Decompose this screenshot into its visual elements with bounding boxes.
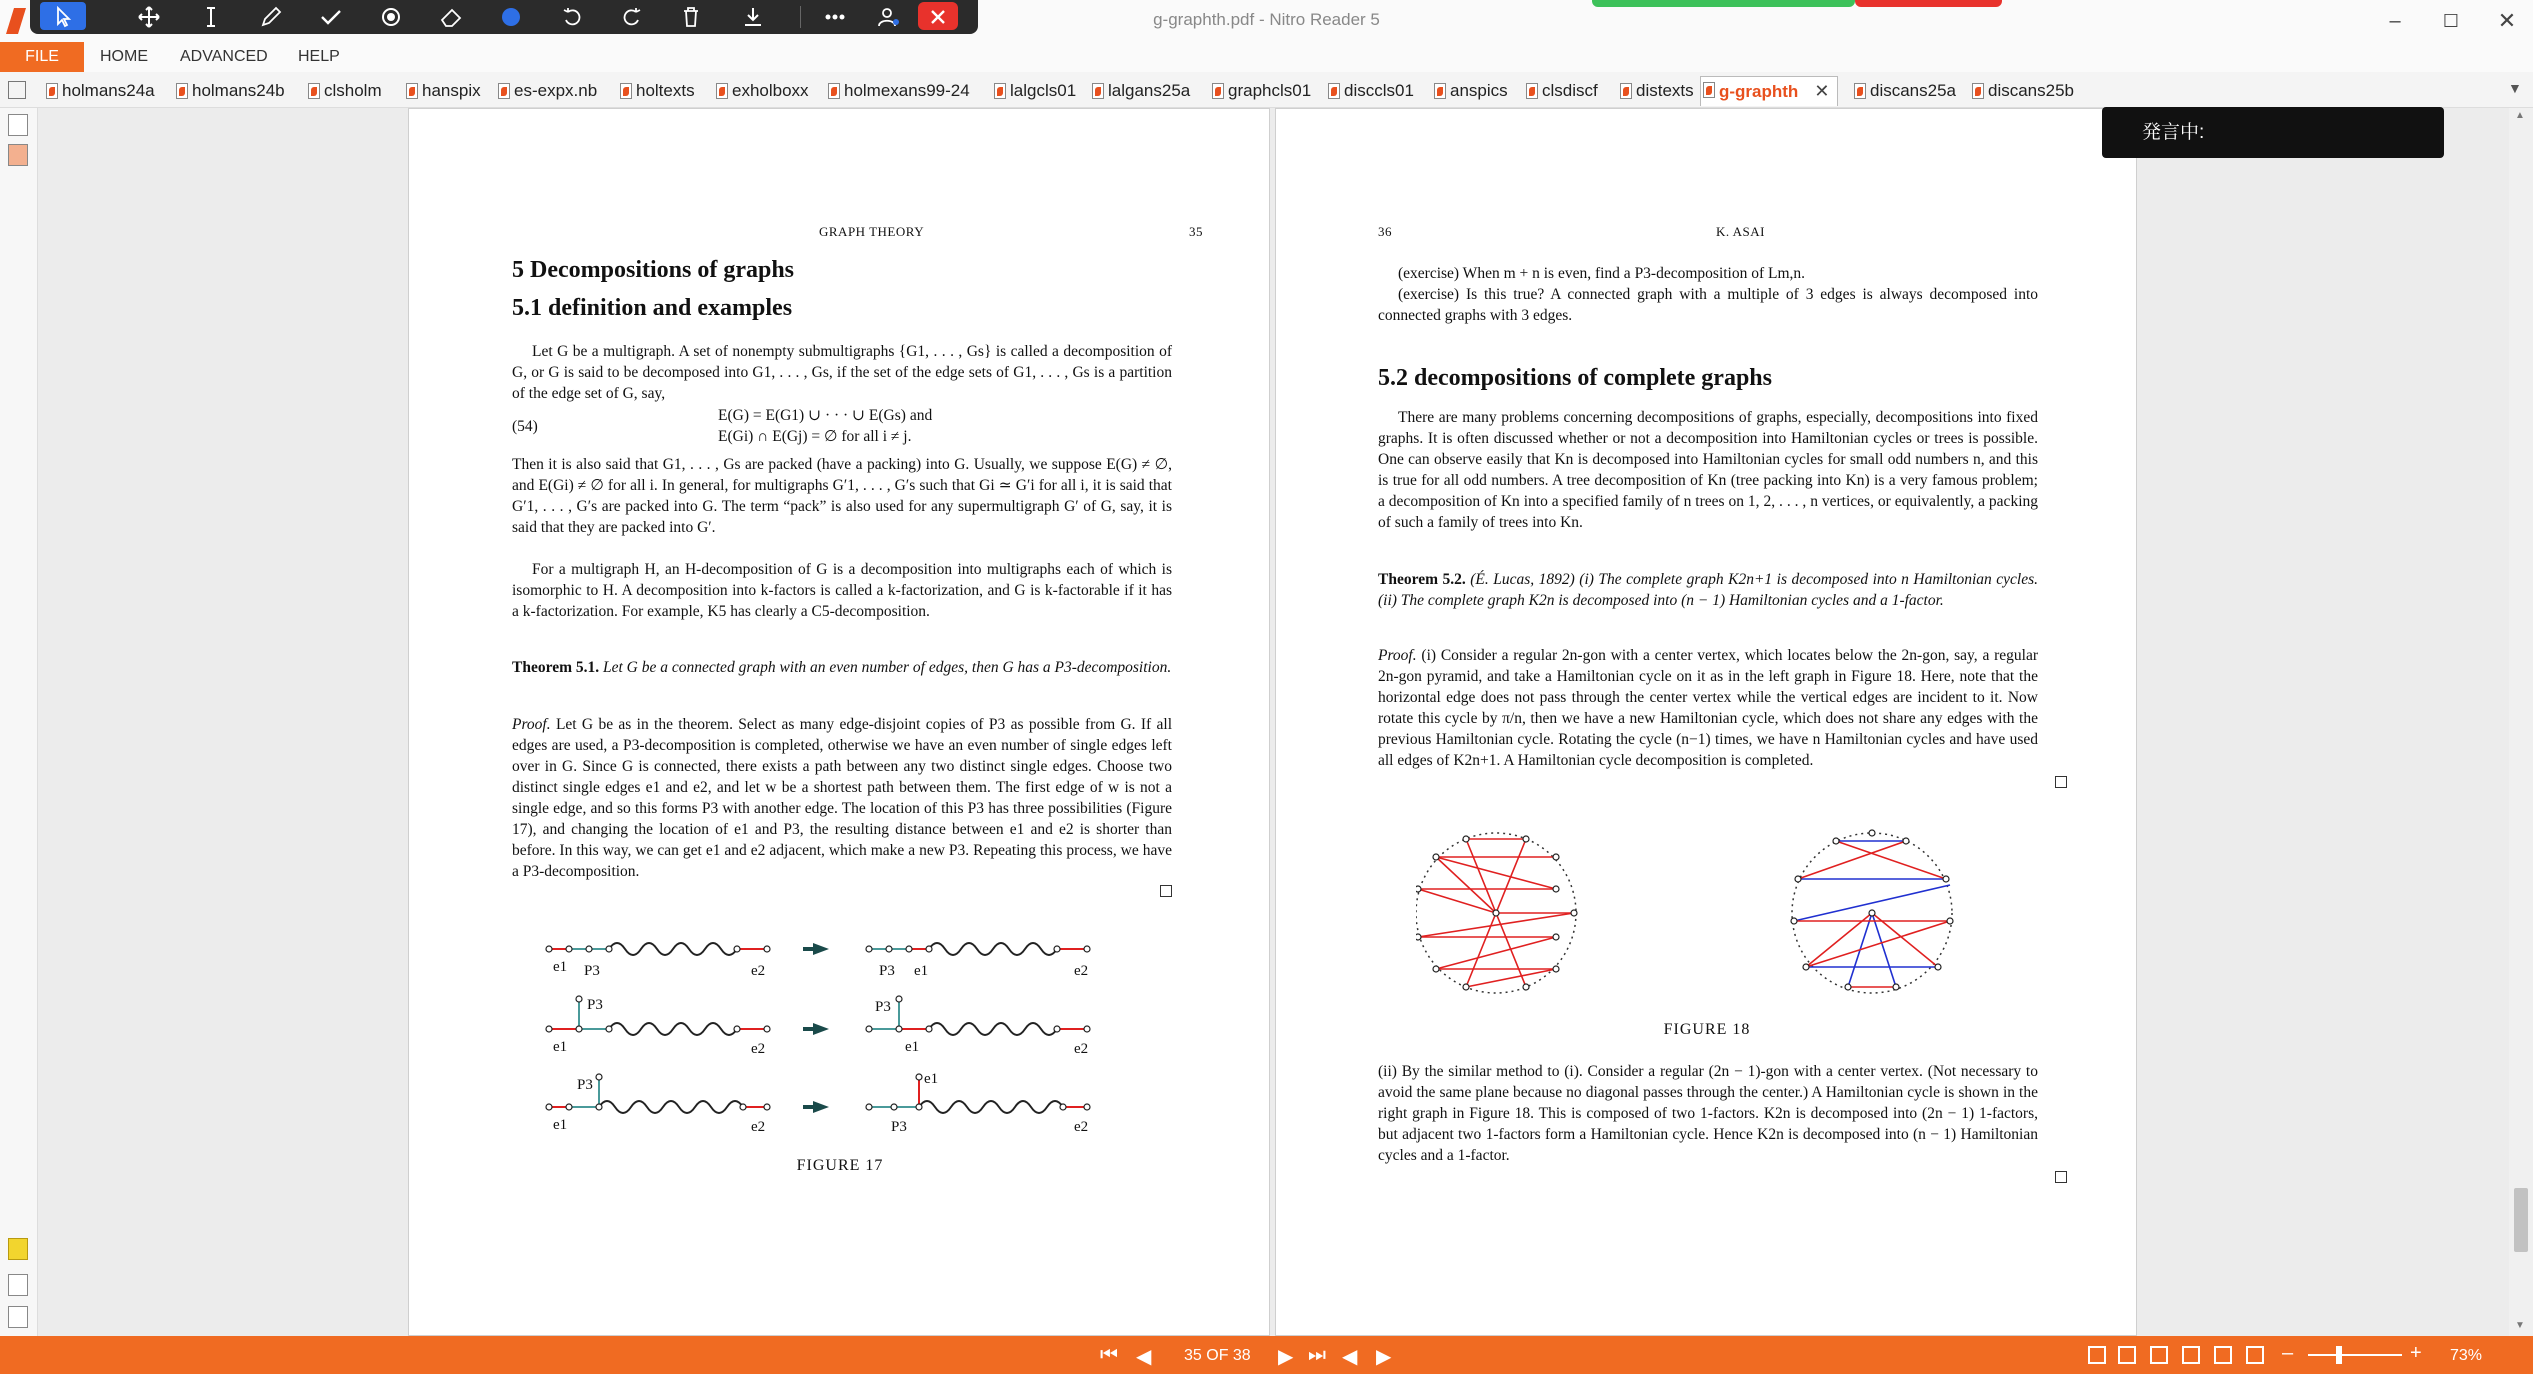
menu-file[interactable]: FILE: [0, 42, 84, 72]
exercise: (exercise) Is this true? A connected graph with a multiple of 3 edges is always decomposed into connected graphs with 3 edges.: [1378, 286, 2038, 324]
doc-tab-label: graphcls01: [1228, 81, 1312, 100]
paragraph: For a multigraph H, an H-decomposition of G is a decomposition into multigraphs each of which is isomorphic to H. A decomposition into k-factors is called a k-factorization, and G is k-factorable if it has a k-factorization. For example, K5 has clearly a C5-decomposition.: [512, 561, 1172, 620]
equation-line: E(Gi) ∩ E(Gj) = ∅ for all i ≠ j.: [718, 428, 912, 445]
doc-tab-label: es-expx.nb: [514, 81, 598, 100]
doc-tab[interactable]: [1618, 78, 1694, 104]
subsection-heading: 5.1 definition and examples: [512, 295, 793, 321]
pen-icon[interactable]: [248, 2, 294, 30]
doc-tab-label: clsdiscf: [1542, 81, 1598, 100]
page-number-input[interactable]: 35 OF 38: [1184, 1347, 1251, 1364]
pdf-file-icon: [994, 83, 1006, 99]
page-number: 36: [1378, 224, 1392, 239]
qed-box: [2055, 1171, 2067, 1183]
theorem: [512, 657, 1172, 678]
comments-icon[interactable]: [8, 1238, 28, 1260]
doc-tab-label: lalgcls01: [1010, 81, 1077, 100]
window-title: g-graphth.pdf - Nitro Reader 5: [1153, 10, 1380, 29]
edge-label-e1: e1: [553, 1039, 568, 1055]
doc-tab-label: discans25b: [1988, 81, 2075, 100]
qed-box: [1160, 885, 1172, 897]
scrollbar-thumb[interactable]: [2514, 1188, 2528, 1252]
doc-tab-active[interactable]: [1700, 76, 1838, 106]
pdf-file-icon: [1854, 83, 1866, 99]
select-tool-icon[interactable]: [40, 2, 86, 30]
pdf-file-icon: [308, 83, 320, 99]
maximize-button[interactable]: ☐: [2442, 11, 2460, 31]
pdf-file-icon: [1434, 83, 1446, 99]
doc-tab-label: clsholm: [324, 81, 382, 100]
page-header-title: GRAPH THEORY: [819, 224, 925, 239]
qed-box: [2055, 776, 2067, 788]
label-p3: P3: [584, 963, 600, 979]
page-number: 35: [1189, 224, 1203, 239]
label-p3: P3: [879, 963, 895, 979]
pdf-file-icon: [406, 83, 418, 99]
single-page-view-icon[interactable]: [2088, 1346, 2106, 1364]
fit-page-icon[interactable]: [2246, 1346, 2264, 1364]
menu-home[interactable]: HOME: [100, 48, 148, 65]
proof-text: Let G be as in the theorem. Select as many edge-disjoint copies of P3 as possible from G. If all edges are used, a P3-decomposition is completed, otherwise we have an even number of single edges left over in G. Since G is connected, there exists a path between any two distinct single edges. Choose two distinct single edges e1 and e2, and let w be a shortest path between them. The first edge of w is not a single edge, and so this forms P3 with another edge. The location of this P3 has three possibilities (Figure 17), and changing the location of e1 and P3, the resulting distance between e1 and e2 is shorter than before. In this way, we can get e1 and e2 adjacent, which make a new P3. Repeating this process, we have a P3-decomposition.: [512, 716, 1173, 880]
zoom-in-icon[interactable]: +: [2410, 1342, 2422, 1364]
menu-help[interactable]: HELP: [298, 48, 340, 65]
tab-overflow-icon[interactable]: ▼: [2508, 80, 2522, 96]
doc-tab[interactable]: [714, 78, 809, 104]
figure-caption: FIGURE 18: [1663, 1021, 1751, 1038]
doc-tab[interactable]: [1970, 78, 2074, 104]
facing-continuous-view-icon[interactable]: [2182, 1346, 2200, 1364]
theorem-text: (É. Lucas, 1892) (i) The complete graph K2n+1 is decomposed into n Hamiltonian cycles. (ii) The complete graph K2n is decomposed into (n − 1) Hamiltonian cycles and a 1-factor.: [1378, 571, 2039, 609]
doc-tab[interactable]: [306, 78, 382, 104]
doc-tab-label: hanspix: [422, 81, 481, 100]
pdf-file-icon: [1620, 83, 1632, 99]
facing-view-icon[interactable]: [2150, 1346, 2168, 1364]
doc-tab[interactable]: [44, 78, 155, 104]
pdf-file-icon: [1328, 83, 1340, 99]
last-page-icon[interactable]: ⏭: [1308, 1344, 1326, 1366]
zoom-slider[interactable]: [2308, 1354, 2402, 1356]
document-viewer[interactable]: [39, 108, 2509, 1336]
first-page-icon[interactable]: ⏮: [1100, 1344, 1118, 1366]
doc-tab-label: anspics: [1450, 81, 1508, 100]
edge-label-e1: e1: [553, 1117, 568, 1133]
pdf-file-icon: [498, 83, 510, 99]
next-view-icon[interactable]: ▶: [1376, 1346, 1392, 1368]
text-cursor-icon[interactable]: [188, 2, 234, 30]
left-navigation-panel: [0, 108, 38, 1336]
stamp-icon[interactable]: [368, 2, 414, 30]
attachments-icon[interactable]: [8, 1274, 28, 1296]
edge-label-e1: e1: [924, 1071, 939, 1087]
doc-tab[interactable]: [404, 78, 481, 104]
doc-tab-label: exholboxx: [732, 81, 809, 100]
proof: [512, 714, 1172, 882]
download-icon[interactable]: [730, 2, 776, 30]
menu-advanced[interactable]: ADVANCED: [180, 48, 268, 65]
speech-status-popup: 発言中:: [2102, 107, 2444, 158]
tab-list-icon[interactable]: [8, 81, 26, 99]
pages-icon[interactable]: [8, 1306, 28, 1328]
more-icon[interactable]: [812, 2, 858, 30]
edge-label-e1: e1: [553, 959, 568, 975]
doc-tab[interactable]: [1432, 78, 1508, 104]
pdf-file-icon: [828, 83, 840, 99]
trash-icon[interactable]: [668, 2, 714, 30]
proof-label: Proof.: [512, 716, 551, 733]
doc-tab[interactable]: [1090, 78, 1190, 104]
progress-bar-red: [1855, 0, 2002, 7]
figure-17: [539, 919, 1159, 1259]
continuous-view-icon[interactable]: [2118, 1346, 2136, 1364]
edge-label-e2: e2: [1074, 1041, 1089, 1057]
equation-line: E(G) = E(G1) ∪ · · · ∪ E(Gs) and: [718, 407, 933, 424]
check-icon[interactable]: [308, 2, 354, 30]
page-thumbnails-icon[interactable]: [8, 114, 28, 136]
edge-label-e2: e2: [1074, 1119, 1089, 1135]
theorem-label: Theorem 5.2.: [1378, 571, 1466, 588]
doc-tab-label: holmexans99-24: [844, 81, 970, 100]
edge-label-e1: e1: [905, 1039, 920, 1055]
tab-close-icon[interactable]: ✕: [1814, 81, 1830, 101]
edge-label-e2: e2: [751, 963, 766, 979]
edge-label-e2: e2: [751, 1041, 766, 1057]
close-window-button[interactable]: ✕: [2497, 8, 2517, 33]
pdf-file-icon: [1212, 83, 1224, 99]
label-p3: P3: [891, 1119, 907, 1135]
doc-tab-label: holtexts: [636, 81, 695, 100]
pdf-page-36: [1275, 108, 2137, 1336]
proof-label: Proof.: [1378, 647, 1417, 664]
status-bar: [0, 1336, 2533, 1374]
pdf-file-icon: [1092, 83, 1104, 99]
pdf-file-icon: [1972, 83, 1984, 99]
pdf-file-icon: [176, 83, 188, 99]
doc-tab-label: distexts: [1636, 81, 1694, 100]
doc-tab-label: holmans24a: [62, 81, 155, 100]
bookmarks-icon[interactable]: [8, 144, 28, 166]
toolbar-divider: [800, 6, 801, 28]
previous-page-icon[interactable]: ◀: [1136, 1346, 1152, 1368]
scroll-down-icon[interactable]: ▼: [2515, 1320, 2525, 1331]
label-p3: P3: [577, 1077, 593, 1093]
edge-label-e2: e2: [751, 1119, 766, 1135]
undo-icon[interactable]: [550, 2, 596, 30]
label-p3: P3: [875, 999, 891, 1015]
doc-tab[interactable]: [496, 78, 597, 104]
doc-tab[interactable]: [618, 78, 695, 104]
minimize-button[interactable]: –: [2389, 10, 2401, 32]
redo-icon[interactable]: [608, 2, 654, 30]
figure-caption: FIGURE 17: [796, 1157, 884, 1174]
zoom-out-icon[interactable]: –: [2282, 1342, 2294, 1364]
zoom-level[interactable]: 73%: [2450, 1347, 2483, 1364]
doc-tab[interactable]: [1210, 78, 1311, 104]
doc-tab-label: discans25a: [1870, 81, 1957, 100]
progress-bar-green: [1592, 0, 1855, 7]
doc-tab[interactable]: [174, 78, 285, 104]
theorem-label: Theorem 5.1.: [512, 659, 600, 676]
theorem: [1378, 569, 2038, 611]
pdf-page-35: [408, 108, 1270, 1336]
zoom-slider-thumb[interactable]: [2336, 1346, 2342, 1364]
pdf-file-icon: [620, 83, 632, 99]
label-p3: P3: [587, 997, 603, 1013]
pdf-file-icon: [46, 83, 58, 99]
subsection-heading: 5.2 decompositions of complete graphs: [1378, 365, 1772, 391]
edge-label-e2: e2: [1074, 963, 1089, 979]
pdf-file-icon: [1526, 83, 1538, 99]
vertical-scrollbar[interactable]: [2509, 108, 2533, 1336]
annotation-toolbar: [30, 0, 978, 34]
previous-view-icon[interactable]: ◀: [1342, 1346, 1358, 1368]
fit-width-icon[interactable]: [2214, 1346, 2232, 1364]
move-tool-icon[interactable]: [126, 2, 172, 30]
page-header-title: K. ASAI: [1716, 224, 1766, 239]
proof-text: (i) Consider a regular 2n-gon with a center vertex, which locates below the 2n-gon, say, a regular 2n-gon pyramid, and take a Hamiltonian cycle on it as in the left graph in Figure 18. Here, note that the horizontal edge does not pass through the center vertex while the vertical edges are incident to it. Now rotate this cycle by π/n, then we have a new Hamiltonian cycle, which does not share any edges with the previous Hamiltonian cycle. Rotating the cycle (n−1) times, we have n Hamiltonian cycles and have used all edges of K2n+1. A Hamiltonian cycle decomposition is completed.: [1378, 647, 2038, 769]
scroll-up-icon[interactable]: ▲: [2515, 110, 2525, 121]
doc-tab[interactable]: [826, 78, 970, 104]
theorem-text: Let G be a connected graph with an even number of edges, then G has a P3-decomposition.: [602, 659, 1172, 676]
paragraph: Then it is also said that G1, . . . , Gs are packed (have a packing) into G. Usually, we suppose E(G) ≠ ∅, and E(Gi) ≠ ∅ for all i. In general, for multigraphs G′1, . . . , G′s such that Gi ≃ G′i for all i, it is said that G′1, . . . , G′s are packed into G. The term “pack” is also used for any supermultigraph G′ of G, say, it is said that they are packed into G′.: [512, 456, 1172, 536]
eraser-icon[interactable]: [428, 2, 474, 30]
doc-tab[interactable]: [1524, 78, 1598, 104]
close-icon[interactable]: [918, 2, 958, 30]
proof: [1378, 645, 2038, 771]
doc-tab[interactable]: [992, 78, 1076, 104]
paragraph: (ii) By the similar method to (i). Consider a regular (2n − 1)-gon with a center vertex. (Not necessary to avoid the same plane because no diagonal passes through the center.) A Hamiltonian cycle is shown in the right graph in Figure 18. This is composed of two 1-factors. K2n is decomposed into (2n − 1) 1-factors, but adjacent two 1-factors form a Hamiltonian cycle. Hence K2n is decomposed into (n − 1) Hamiltonian cycles and a 1-factor.: [1378, 1063, 2038, 1164]
doc-tab-label: g-graphth: [1719, 82, 1799, 101]
doc-tab-label: disccls01: [1344, 81, 1414, 100]
doc-tab[interactable]: [1852, 78, 1956, 104]
figure-18: [1416, 827, 1996, 1017]
document-tabs: [0, 72, 2533, 108]
equation-label: (54): [512, 418, 538, 435]
doc-tab[interactable]: [1326, 78, 1414, 104]
exercise: (exercise) When m + n is even, find a P3-decomposition of Lm,n.: [1398, 265, 1806, 282]
edge-label-e1: e1: [914, 963, 929, 979]
user-settings-icon[interactable]: [866, 2, 912, 30]
doc-tab-label: holmans24b: [192, 81, 285, 100]
ribbon-menu: [0, 42, 2533, 72]
pdf-file-icon: [1703, 82, 1715, 98]
doc-tab-label: lalgans25a: [1108, 81, 1191, 100]
pdf-file-icon: [716, 83, 728, 99]
color-picker-icon[interactable]: [488, 2, 534, 30]
section-heading: 5 Decompositions of graphs: [512, 257, 795, 283]
paragraph: There are many problems concerning decompositions of graphs, especially, decompositions into fixed graphs. It is often discussed whether or not a decomposition into Hamiltonian cycles or trees is possible. One can observe easily that Kn is decomposed into Hamiltonian cycles for small odd numbers n, and this is true for all odd numbers. A tree decomposition of Kn (tree packing into Kn) is a very famous problem; a decomposition of Kn into a specified family of n trees on 1, 2, . . . , n vertices, or equivalently, a packing of such a family of trees into Kn.: [1378, 409, 2038, 531]
next-page-icon[interactable]: ▶: [1278, 1346, 1294, 1368]
paragraph: Let G be a multigraph. A set of nonempty submultigraphs {G1, . . . , Gs} is called a decomposition of G, or G is said to be decomposed into G1, . . . , Gs, if the set of the edge sets of G1, . . . , Gs is a partition of the edge set of G, say,: [512, 343, 1172, 402]
